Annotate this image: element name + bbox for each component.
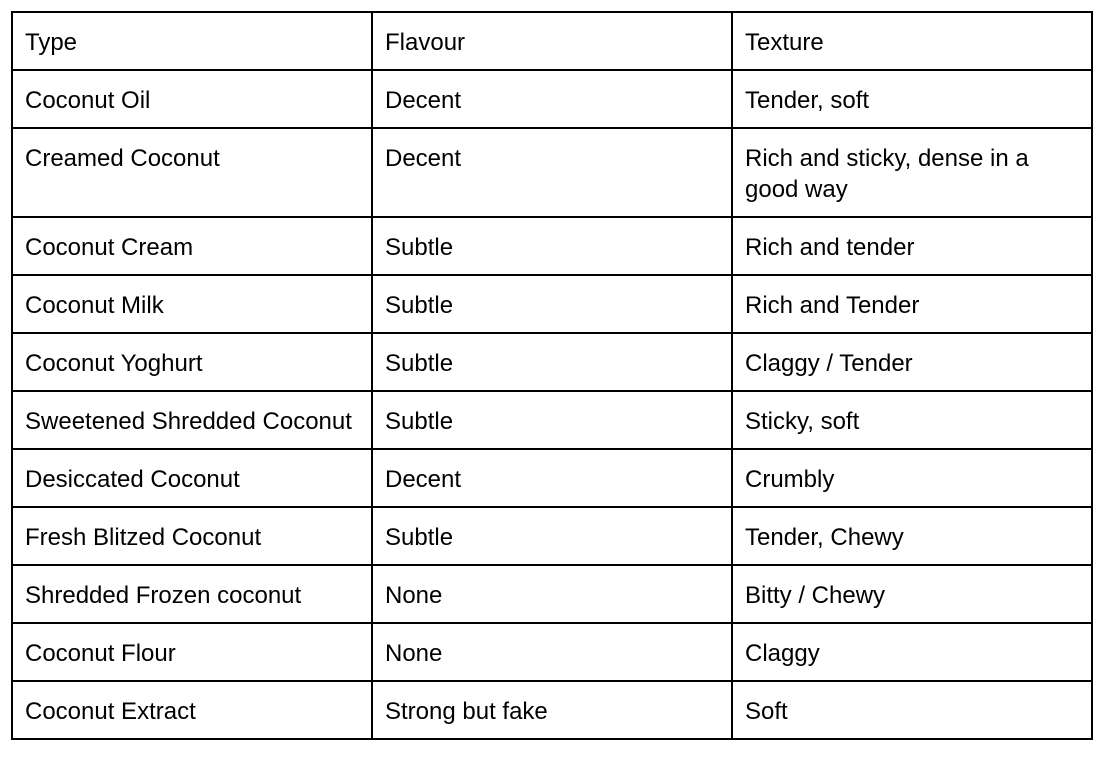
table-row [12,70,1092,128]
cell-flavour: None [372,623,732,681]
cell-texture: Rich and Tender [732,275,1092,333]
table-row [12,217,1092,275]
cell-texture: Claggy / Tender [732,333,1092,391]
cell-type: Coconut Yoghurt [12,333,372,391]
cell-texture: Soft [732,681,1092,739]
cell-flavour: Decent [372,449,732,507]
cell-type: Creamed Coconut [12,128,372,217]
cell-texture: Crumbly [732,449,1092,507]
cell-texture: Tender, soft [732,70,1092,128]
cell-texture: Tender, Chewy [732,507,1092,565]
cell-flavour: None [372,565,732,623]
cell-flavour: Subtle [372,391,732,449]
table-header-row [12,12,1092,70]
cell-flavour: Decent [372,128,732,217]
table-row [12,507,1092,565]
table-row [12,565,1092,623]
cell-texture: Rich and sticky, dense in a good way [732,128,1092,217]
table-row [12,449,1092,507]
cell-texture: Claggy [732,623,1092,681]
cell-flavour: Subtle [372,507,732,565]
header-cell-flavour: Flavour [372,12,732,70]
table-row [12,623,1092,681]
table-row [12,128,1092,217]
cell-type: Coconut Milk [12,275,372,333]
cell-type: Coconut Oil [12,70,372,128]
cell-flavour: Subtle [372,217,732,275]
cell-type: Coconut Extract [12,681,372,739]
cell-type: Shredded Frozen coconut [12,565,372,623]
coconut-comparison-table [11,11,1093,740]
header-cell-texture: Texture [732,12,1092,70]
table-row [12,681,1092,739]
cell-texture: Bitty / Chewy [732,565,1092,623]
table-row [12,391,1092,449]
cell-texture: Rich and tender [732,217,1092,275]
table-body [12,12,1092,739]
cell-type: Sweetened Shredded Coconut [12,391,372,449]
header-cell-type: Type [12,12,372,70]
cell-flavour: Decent [372,70,732,128]
cell-flavour: Strong but fake [372,681,732,739]
cell-type: Fresh Blitzed Coconut [12,507,372,565]
table-row [12,333,1092,391]
cell-type: Desiccated Coconut [12,449,372,507]
cell-texture: Sticky, soft [732,391,1092,449]
cell-flavour: Subtle [372,333,732,391]
cell-flavour: Subtle [372,275,732,333]
table-row [12,275,1092,333]
cell-type: Coconut Cream [12,217,372,275]
cell-type: Coconut Flour [12,623,372,681]
